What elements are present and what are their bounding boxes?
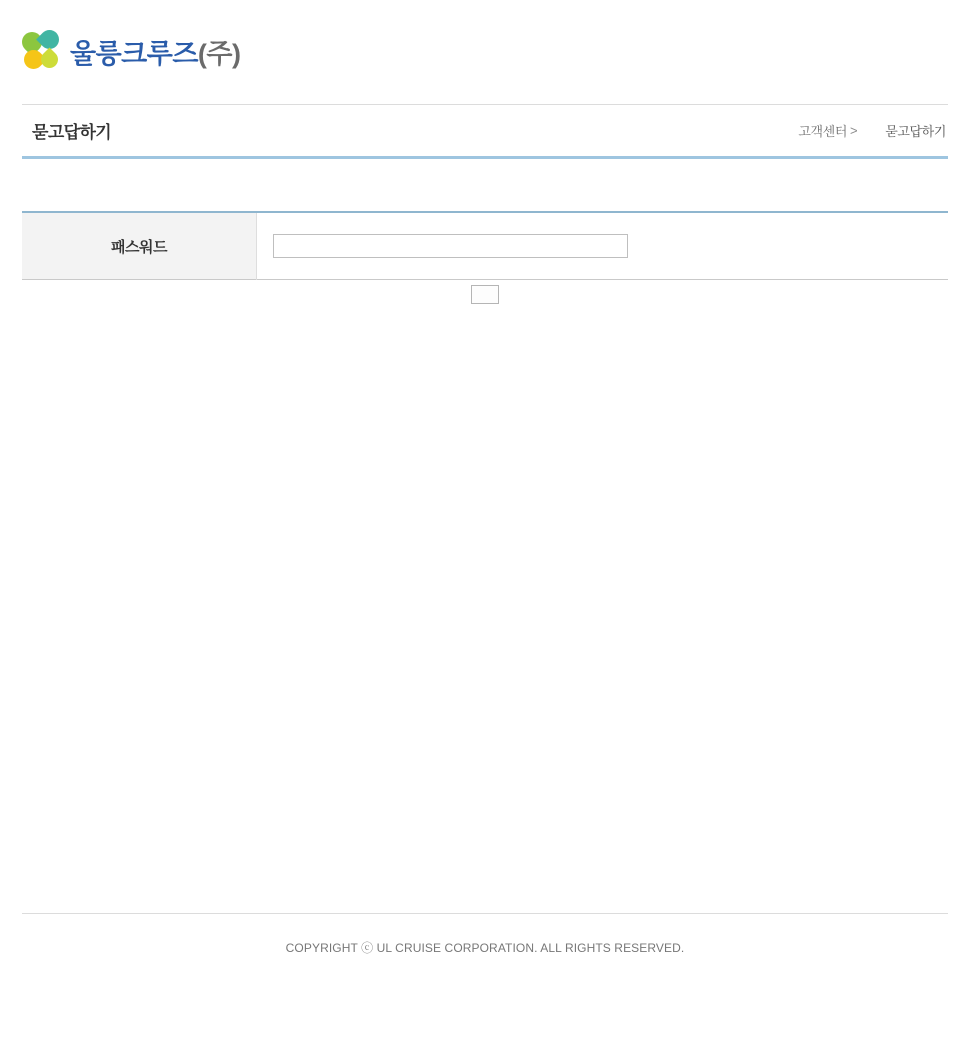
copyright-text: COPYRIGHT ⓒ UL CRUISE CORPORATION. ALL RIGHTS RESERVED. [285,941,685,955]
table-row [22,212,948,280]
confirm-button[interactable] [471,285,499,304]
logo-text [70,32,241,71]
content-spacer [22,159,948,211]
pinwheel-flower-logo-icon [22,30,62,72]
password-input[interactable] [273,234,628,258]
breadcrumb-item-home[interactable]: 고객센터 [798,124,847,139]
logo-text-primary: 울릉크루즈 [70,38,198,69]
breadcrumb [798,121,948,140]
breadcrumb-item-current: 묻고답하기 [885,124,946,139]
main-content [22,159,948,304]
logo-text-secondary: (주) [197,38,241,69]
password-field-cell [257,212,949,280]
page-titlebar [22,104,948,159]
form-actions [22,285,948,304]
page-title: 묻고답하기 [32,123,112,142]
site-footer [22,913,948,956]
password-label: 패스워드 [22,212,257,280]
site-logo[interactable] [22,30,241,72]
breadcrumb-separator-icon: > [850,123,858,138]
site-header [0,0,970,104]
password-form-table [22,211,948,280]
